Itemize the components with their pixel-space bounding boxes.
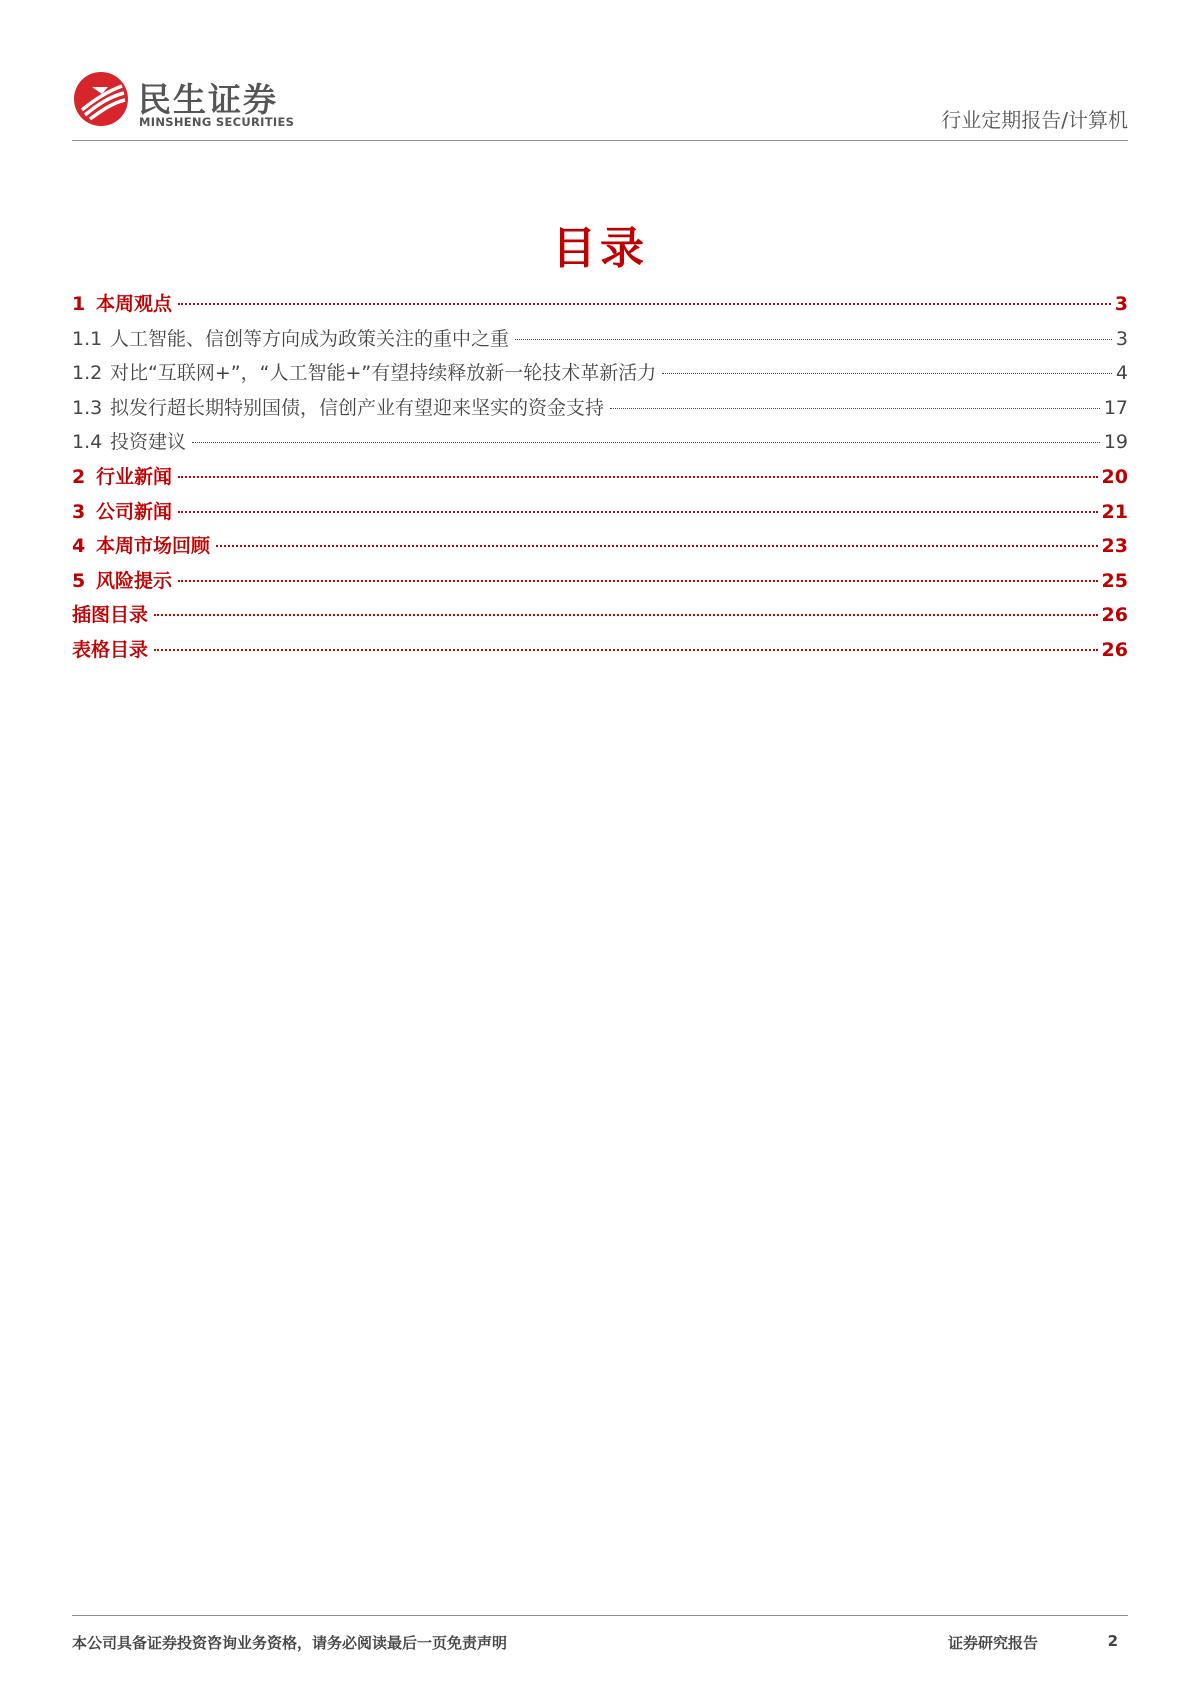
toc-entry-label: 公司新闻 bbox=[96, 500, 173, 523]
toc-entry-number: 2 bbox=[72, 465, 86, 488]
toc-entry-label: 本周市场回顾 bbox=[96, 535, 211, 558]
toc-entry-page: 25 bbox=[1101, 569, 1128, 592]
toc-entry-number: 3 bbox=[72, 500, 86, 523]
toc-entry-page: 4 bbox=[1115, 362, 1128, 385]
toc-leader-dots bbox=[154, 649, 1098, 651]
footer-disclaimer: 本公司具备证券投资咨询业务资格，请务必阅读最后一页免责声明 bbox=[72, 1634, 508, 1652]
brand-logo bbox=[72, 70, 372, 134]
page-footer bbox=[72, 1615, 1128, 1656]
toc-entry-label: 拟发行超长期特别国债，信创产业有望迎来坚实的资金支持 bbox=[110, 396, 605, 419]
toc-title: 目录 bbox=[552, 223, 648, 274]
footer-doc-kind: 证券研究报告 bbox=[947, 1634, 1038, 1652]
page-header bbox=[72, 62, 1128, 141]
toc-entry-page: 26 bbox=[1101, 638, 1128, 661]
toc-leader-dots bbox=[192, 442, 1100, 443]
toc-entry-number: 1.2 bbox=[72, 362, 103, 385]
toc-entry-label: 人工智能、信创等方向成为政策关注的重中之重 bbox=[110, 327, 510, 350]
toc-entry-number: 1 bbox=[72, 293, 86, 315]
toc-entry[interactable] bbox=[72, 322, 1128, 357]
toc-entry-label: 行业新闻 bbox=[96, 465, 173, 488]
toc-entry-page: 23 bbox=[1101, 535, 1128, 558]
toc-entry[interactable] bbox=[72, 287, 1128, 322]
toc-entry-number: 4 bbox=[72, 535, 86, 558]
page-number: 2 bbox=[1107, 1632, 1118, 1650]
minsheng-logo-icon bbox=[72, 70, 130, 128]
toc-entry-number: 1.3 bbox=[72, 396, 103, 419]
toc-entry-label: 本周观点 bbox=[96, 293, 173, 315]
toc-entry[interactable] bbox=[72, 460, 1128, 495]
toc-leader-dots bbox=[662, 373, 1112, 374]
toc-leader-dots bbox=[154, 614, 1098, 616]
brand-name-en: MINSHENG SECURITIES bbox=[139, 115, 295, 129]
toc-entry[interactable] bbox=[72, 564, 1128, 599]
toc-entry-page: 21 bbox=[1101, 500, 1128, 523]
toc-entry[interactable] bbox=[72, 391, 1128, 426]
toc-entry[interactable] bbox=[72, 633, 1128, 668]
toc-entry-number: 1.4 bbox=[72, 431, 103, 454]
toc-entry[interactable] bbox=[72, 425, 1128, 460]
toc-leader-dots bbox=[178, 476, 1098, 478]
toc-leader-dots bbox=[610, 408, 1100, 409]
toc-leader-dots bbox=[216, 545, 1098, 547]
toc-entry-page: 17 bbox=[1103, 396, 1128, 419]
toc-entry[interactable] bbox=[72, 356, 1128, 391]
toc-leader-dots bbox=[515, 339, 1112, 340]
toc-leader-dots bbox=[178, 303, 1111, 305]
toc-entry-number: 5 bbox=[72, 569, 86, 592]
toc-entry-page: 3 bbox=[1115, 327, 1128, 350]
toc-entry-label: 对比“互联网+”，“人工智能+”有望持续释放新一轮技术革新活力 bbox=[110, 362, 657, 385]
toc-entry-page: 19 bbox=[1103, 431, 1128, 454]
toc-leader-dots bbox=[178, 511, 1098, 513]
toc-entry-number: 1.1 bbox=[72, 327, 103, 350]
toc-entry-label: 表格目录 bbox=[72, 638, 149, 661]
toc-entry-label: 插图目录 bbox=[72, 604, 149, 627]
toc-entry[interactable] bbox=[72, 529, 1128, 564]
toc-entry-label: 投资建议 bbox=[110, 431, 187, 454]
toc-entry-page: 26 bbox=[1101, 604, 1128, 627]
toc-entry[interactable] bbox=[72, 598, 1128, 633]
report-type: 行业定期报告/计算机 bbox=[941, 108, 1128, 132]
toc-leader-dots bbox=[178, 580, 1098, 582]
table-of-contents bbox=[72, 287, 1128, 668]
toc-entry-page: 20 bbox=[1101, 465, 1128, 488]
brand-name-cn: 民生证券 bbox=[138, 80, 278, 119]
toc-entry-label: 风险提示 bbox=[96, 569, 173, 592]
toc-entry[interactable] bbox=[72, 495, 1128, 530]
toc-entry-page: 3 bbox=[1114, 293, 1128, 315]
